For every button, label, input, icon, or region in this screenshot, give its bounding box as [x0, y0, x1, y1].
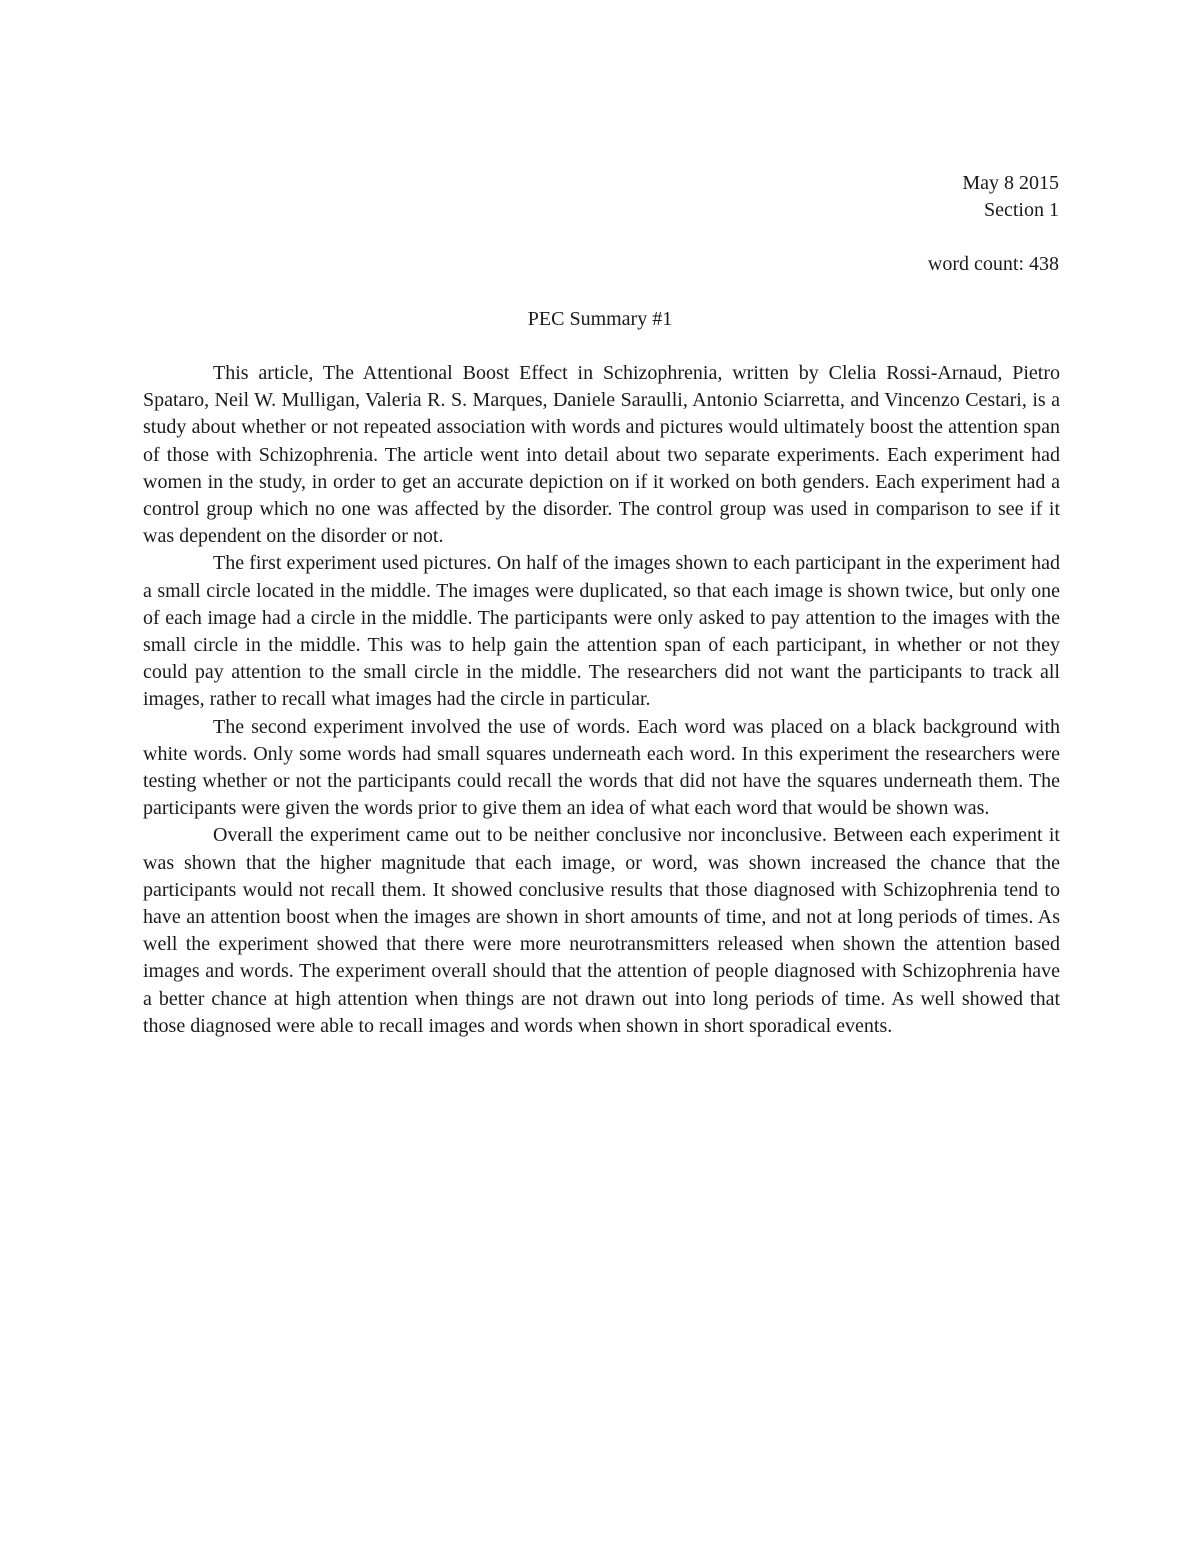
paragraph-3: The second experiment involved the use of words. Each word was placed on a black background with white words. Only some words had small squares underneath each word. In this experiment the researchers were testing whether or not the participants could recall the words that did not have the squares underneath them. The participants were given the words prior to give them an idea of what each word that would be shown was.	[143, 715, 1060, 820]
paragraph-1: This article, The Attentional Boost Effect in Schizophrenia, written by Clelia Rossi-Arnaud, Pietro Spataro, Neil W. Mulligan, Valeria R. S. Marques, Daniele Saraulli, Antonio Sciarretta, and Vincenzo Cestari, is a study about whether or not repeated association with words and pictures would ultimately boost the attention span of those with Schizophrenia. The article went into detail about two separate experiments. Each experiment had women in the study, in order to get an accurate depiction on if it worked on both genders. Each experiment had a control group which no one was affected by the disorder. The control group was used in comparison to see if it was dependent on the disorder or not.	[143, 362, 1060, 548]
header-block	[962, 170, 1059, 224]
section-line: Section 1	[984, 199, 1059, 221]
body-text	[143, 360, 1060, 1040]
word-count-line: word count: 438	[927, 253, 1059, 275]
paragraph-4: Overall the experiment came out to be neither conclusive nor inconclusive. Between each experiment it was shown that the higher magnitude that each image, or word, was shown increased the chance that the participants would not recall them. It showed conclusive results that those diagnosed with Schizophrenia tend to have an attention boost when the images are shown in short amounts of time, and not at long periods of times. As well the experiment showed that there were more neurotransmitters released when shown the attention based images and words. The experiment overall should that the attention of people diagnosed with Schizophrenia have a better chance at high attention when things are not drawn out into long periods of time. As well showed that those diagnosed were able to recall images and words when shown in short sporadical events.	[143, 824, 1060, 1037]
date-line: May 8 2015	[962, 172, 1059, 194]
page-title: PEC Summary #1	[527, 308, 673, 330]
paragraph-2: The first experiment used pictures. On half of the images shown to each participant in the experiment had a small circle located in the middle. The images were duplicated, so that each image is shown twice, but only one of each image had a circle in the middle. The participants were only asked to pay attention to the images with the small circle in the middle. This was to help gain the attention span of each participant, in whether or not they could pay attention to the small circle in the middle. The researchers did not want the participants to track all images, rather to recall what images had the circle in particular.	[143, 552, 1060, 711]
